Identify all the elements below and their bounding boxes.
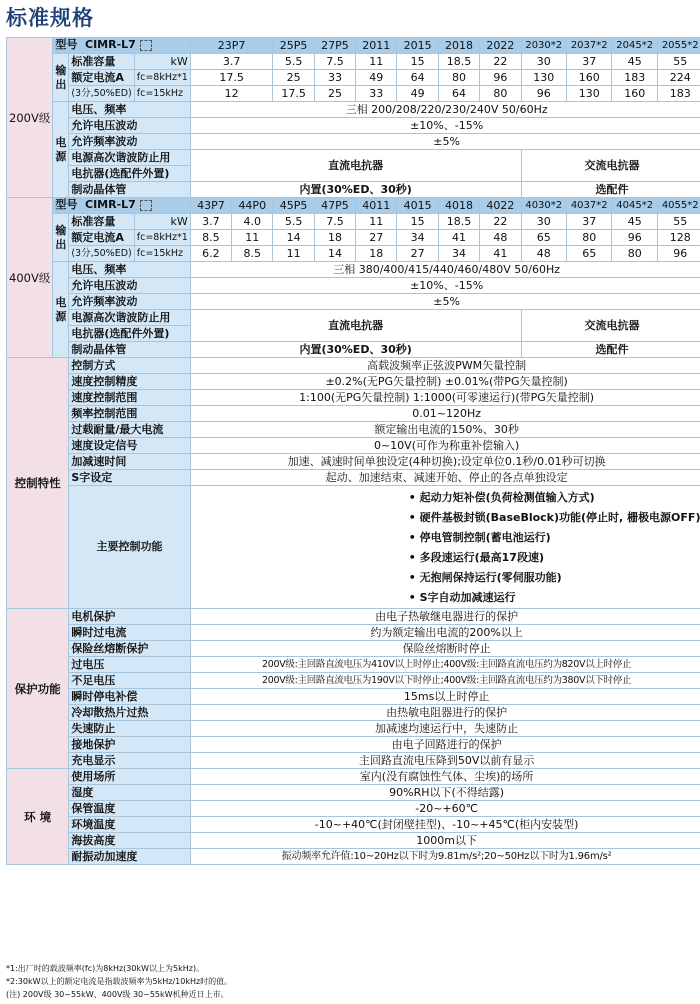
protection-label: 充电显示 — [69, 753, 190, 769]
main-function-item: • 起动力矩补偿(负荷检测值输入方式) — [408, 491, 595, 504]
footnote: *1:出厂时的载波频率(fc)为8kHz(30kW以上为5kHz)。 — [6, 964, 205, 973]
protection-label: 失速防止 — [69, 721, 190, 737]
footnotes — [6, 962, 232, 1001]
environment-label: 耐振动加速度 — [69, 849, 190, 865]
current-cell: 18 — [314, 230, 355, 246]
protection-value: 200V级:主回路直流电压为410V以上时停止;400V级:主回路直流电压约为820V以上时停止 — [190, 657, 700, 673]
model-cell: 4045*2 — [612, 198, 657, 214]
capacity-cell: 15 — [397, 54, 438, 70]
current-cell: 48 — [480, 230, 521, 246]
current-cell: 65 — [521, 230, 566, 246]
current-cell: 64 — [438, 86, 479, 102]
current-cell: 33 — [356, 86, 397, 102]
control-value: 0.01~120Hz — [190, 406, 700, 422]
fc8-label: fc=8kHz*1 — [134, 70, 190, 86]
environment-value: 90%RH以下(不得结露) — [190, 785, 700, 801]
volt-fluct-value: ±10%、-15% — [190, 278, 700, 294]
current-cell: 41 — [480, 246, 521, 262]
current-cell: 64 — [397, 70, 438, 86]
protection-label: 冷却散热片过热 — [69, 705, 190, 721]
protection-value: 约为额定输出电流的200%以上 — [190, 625, 700, 641]
capacity-cell: 37 — [566, 54, 611, 70]
capacity-cell: 55 — [657, 214, 700, 230]
capacity-cell: 30 — [521, 214, 566, 230]
control-value: 额定输出电流的150%、30秒 — [190, 422, 700, 438]
freq-fluct-value: ±5% — [190, 134, 700, 150]
volt-fluct-label: 允许电压波动 — [69, 278, 190, 294]
voltage-label: 电压、频率 — [69, 262, 190, 278]
capacity-cell: 22 — [480, 54, 521, 70]
braking-option: 选配件 — [521, 182, 700, 198]
current-cell: 17.5 — [273, 86, 314, 102]
fc15-label: fc=15kHz — [134, 86, 190, 102]
environment-value: -20~+60℃ — [190, 801, 700, 817]
protection-value: 200V级:主回路直流电压为190V以下时停止;400V级:主回路直流电压约为380V以下时停止 — [190, 673, 700, 689]
volt-fluct-label: 允许电压波动 — [69, 118, 190, 134]
current-cell: 41 — [438, 230, 479, 246]
current-cell: 34 — [397, 230, 438, 246]
current-cell: 130 — [566, 86, 611, 102]
current-cell: 160 — [612, 86, 657, 102]
current-cell: 80 — [612, 246, 657, 262]
unit-kw: kW — [134, 54, 190, 70]
current-cell: 96 — [657, 246, 700, 262]
current-cell: 27 — [397, 246, 438, 262]
capacity-label: 标准容量 — [69, 54, 134, 70]
current-cell: 80 — [438, 70, 479, 86]
environment-label: 海拔高度 — [69, 833, 190, 849]
power-label: 电源 — [53, 102, 69, 198]
capacity-cell: 5.5 — [273, 214, 314, 230]
group-400v: 400V级 — [7, 198, 53, 358]
harmonic-label-2: 电抗器(选配件外置) — [69, 326, 190, 342]
current-cell: 160 — [566, 70, 611, 86]
current-cell: 183 — [612, 70, 657, 86]
main-function-item: • 停电管制控制(蓄电池运行) — [408, 531, 551, 544]
model-cell: 2022 — [480, 38, 521, 54]
freq-fluct-label: 允许频率波动 — [69, 294, 190, 310]
group-environment: 环 境 — [7, 769, 69, 865]
control-label: 速度控制精度 — [69, 374, 190, 390]
current-cell: 130 — [521, 70, 566, 86]
environment-label: 湿度 — [69, 785, 190, 801]
model-cell: 2011 — [356, 38, 397, 54]
capacity-cell: 18.5 — [438, 214, 479, 230]
capacity-cell: 37 — [566, 214, 611, 230]
model-cell: 43P7 — [190, 198, 231, 214]
reactor-ac: 交流电抗器 — [521, 150, 700, 182]
main-function-item: • S字自动加减速运行 — [408, 591, 516, 604]
freq-fluct-label: 允许频率波动 — [69, 134, 190, 150]
protection-label: 不足电压 — [69, 673, 190, 689]
spec-table — [6, 37, 700, 865]
protection-label: 接地保护 — [69, 737, 190, 753]
environment-label: 使用场所 — [69, 769, 190, 785]
capacity-cell: 7.5 — [314, 214, 355, 230]
protection-label: 保险丝熔断保护 — [69, 641, 190, 657]
model-cell: 27P5 — [314, 38, 355, 54]
current-cell: 96 — [480, 70, 521, 86]
protection-value: 保险丝熔断时停止 — [190, 641, 700, 657]
control-value: ±0.2%(无PG矢量控制) ±0.01%(带PG矢量控制) — [190, 374, 700, 390]
current-cell: 80 — [480, 86, 521, 102]
current-cell: 12 — [190, 86, 273, 102]
fc15-label: fc=15kHz — [134, 246, 190, 262]
harmonic-label-1: 电源高次谐波防止用 — [69, 310, 190, 326]
model-cell: 4011 — [356, 198, 397, 214]
model-header-200: 型号 CIMR-L7 — [53, 38, 190, 54]
current-cell: 183 — [657, 86, 700, 102]
control-value: 起动、加速结束、减速开始、停止的各点单独设定 — [190, 470, 700, 486]
control-label: 频率控制范围 — [69, 406, 190, 422]
capacity-cell: 55 — [657, 54, 700, 70]
protection-label: 电机保护 — [69, 609, 190, 625]
model-cell: 2055*2 — [657, 38, 700, 54]
current-cell: 8.5 — [190, 230, 231, 246]
model-cell: 4015 — [397, 198, 438, 214]
current-cell: 128 — [657, 230, 700, 246]
harmonic-label-2: 电抗器(选配件外置) — [69, 166, 190, 182]
current-cell: 34 — [438, 246, 479, 262]
fc8-label: fc=8kHz*1 — [134, 230, 190, 246]
capacity-cell: 5.5 — [273, 54, 314, 70]
model-cell: 4018 — [438, 198, 479, 214]
model-cell: 4030*2 — [521, 198, 566, 214]
model-cell: 2037*2 — [566, 38, 611, 54]
current-cell: 49 — [397, 86, 438, 102]
capacity-cell: 30 — [521, 54, 566, 70]
capacity-cell: 45 — [612, 54, 657, 70]
footnote: *2:30kW以上的额定电流是指载波频率为5kHz/10kHz时的值。 — [6, 977, 233, 986]
capacity-label: 标准容量 — [69, 214, 134, 230]
environment-value: 振动频率允许值:10~20Hz以下时为9.81m/s²;20~50Hz以下时为1.96m/s² — [190, 849, 700, 865]
control-label: 过载耐量/最大电流 — [69, 422, 190, 438]
main-function-item: • 无抱闸保持运行(零伺服功能) — [408, 571, 562, 584]
control-label: 速度设定信号 — [69, 438, 190, 454]
unit-kw: kW — [134, 214, 190, 230]
main-function-item: • 硬件基极封锁(BaseBlock)功能(停止时, 栅极电源OFF) — [408, 511, 700, 524]
current-cell: 224 — [657, 70, 700, 86]
current-cell: 14 — [273, 230, 314, 246]
output-label: 输出 — [53, 54, 69, 102]
main-functions-list — [190, 486, 700, 609]
environment-value: -10~+40℃(封闭壁挂型)、-10~+45℃(柜内安装型) — [190, 817, 700, 833]
model-cell: 47P5 — [314, 198, 355, 214]
overload-note: (3分,50%ED) — [69, 246, 134, 262]
control-value: 加速、减速时间单独设定(4种切换);设定单位0.1秒/0.01秒可切换 — [190, 454, 700, 470]
main-function-item: • 多段速运行(最高17段速) — [408, 551, 544, 564]
group-protection: 保护功能 — [7, 609, 69, 769]
protection-value: 由电子热敏继电器进行的保护 — [190, 609, 700, 625]
control-label: 控制方式 — [69, 358, 190, 374]
protection-value: 加减速均速运行中，失速防止 — [190, 721, 700, 737]
current-cell: 25 — [314, 86, 355, 102]
voltage-value: 三相 200/208/220/230/240V 50/60Hz — [190, 102, 700, 118]
capacity-cell: 3.7 — [190, 214, 231, 230]
capacity-cell: 22 — [480, 214, 521, 230]
model-header-400: 型号 CIMR-L7 — [53, 198, 190, 214]
protection-value: 15ms以上时停止 — [190, 689, 700, 705]
capacity-cell: 18.5 — [438, 54, 479, 70]
current-cell: 80 — [566, 230, 611, 246]
environment-label: 保管温度 — [69, 801, 190, 817]
protection-value: 由热敏电阻器进行的保护 — [190, 705, 700, 721]
current-cell: 11 — [232, 230, 273, 246]
current-cell: 18 — [356, 246, 397, 262]
protection-label: 瞬时过电流 — [69, 625, 190, 641]
footnote: (注) 200V级 30~55kW、400V级 30~55kW机种近日上市。 — [6, 990, 229, 999]
capacity-cell: 7.5 — [314, 54, 355, 70]
model-cell: 2015 — [397, 38, 438, 54]
control-value: 1:100(无PG矢量控制) 1:1000(可零速运行)(带PG矢量控制) — [190, 390, 700, 406]
rated-current-label: 额定电流A — [69, 230, 134, 246]
group-control: 控制特性 — [7, 358, 69, 609]
model-cell: 25P5 — [273, 38, 314, 54]
model-cell: 44P0 — [232, 198, 273, 214]
control-label: 速度控制范围 — [69, 390, 190, 406]
current-cell: 8.5 — [232, 246, 273, 262]
capacity-cell: 15 — [397, 214, 438, 230]
reactor-dc: 直流电抗器 — [190, 150, 521, 182]
page-title: 标准规格 — [6, 6, 94, 30]
capacity-cell: 11 — [356, 214, 397, 230]
harmonic-label-1: 电源高次谐波防止用 — [69, 150, 190, 166]
current-cell: 6.2 — [190, 246, 231, 262]
protection-label: 过电压 — [69, 657, 190, 673]
control-value: 0~10V(可作为称重补偿输入) — [190, 438, 700, 454]
control-value: 高载波频率正弦波PWM矢量控制 — [190, 358, 700, 374]
model-cell: 2045*2 — [612, 38, 657, 54]
capacity-cell: 45 — [612, 214, 657, 230]
braking-label: 制动晶体管 — [69, 342, 190, 358]
model-cell: 2030*2 — [521, 38, 566, 54]
braking-label: 制动晶体管 — [69, 182, 190, 198]
capacity-cell: 3.7 — [190, 54, 273, 70]
model-cell: 45P5 — [273, 198, 314, 214]
braking-internal: 内置(30%ED、30秒) — [190, 342, 521, 358]
protection-value: 主回路直流电压降到50V以前有显示 — [190, 753, 700, 769]
model-cell: 23P7 — [190, 38, 273, 54]
current-cell: 48 — [521, 246, 566, 262]
current-cell: 17.5 — [190, 70, 273, 86]
current-cell: 33 — [314, 70, 355, 86]
capacity-cell: 4.0 — [232, 214, 273, 230]
power-label: 电源 — [53, 262, 69, 358]
volt-fluct-value: ±10%、-15% — [190, 118, 700, 134]
capacity-cell: 11 — [356, 54, 397, 70]
model-cell: 2018 — [438, 38, 479, 54]
group-200v: 200V级 — [7, 38, 53, 198]
freq-fluct-value: ±5% — [190, 294, 700, 310]
current-cell: 49 — [356, 70, 397, 86]
braking-internal: 内置(30%ED、30秒) — [190, 182, 521, 198]
environment-value: 1000m以下 — [190, 833, 700, 849]
environment-value: 室内(没有腐蚀性气体、尘埃)的场所 — [190, 769, 700, 785]
braking-option: 选配件 — [521, 342, 700, 358]
reactor-dc: 直流电抗器 — [190, 310, 521, 342]
current-cell: 25 — [273, 70, 314, 86]
protection-label: 瞬时停电补偿 — [69, 689, 190, 705]
current-cell: 65 — [566, 246, 611, 262]
rated-current-label: 额定电流A — [69, 70, 134, 86]
current-cell: 96 — [612, 230, 657, 246]
model-cell: 4037*2 — [566, 198, 611, 214]
model-cell: 4022 — [480, 198, 521, 214]
current-cell: 14 — [314, 246, 355, 262]
model-cell: 4055*2 — [657, 198, 700, 214]
overload-note: (3分,50%ED) — [69, 86, 134, 102]
voltage-value: 三相 380/400/415/440/460/480V 50/60Hz — [190, 262, 700, 278]
voltage-label: 电压、频率 — [69, 102, 190, 118]
current-cell: 27 — [356, 230, 397, 246]
current-cell: 96 — [521, 86, 566, 102]
control-label: 加减速时间 — [69, 454, 190, 470]
output-label: 输出 — [53, 214, 69, 262]
protection-value: 由电子回路进行的保护 — [190, 737, 700, 753]
control-label: S字设定 — [69, 470, 190, 486]
current-cell: 11 — [273, 246, 314, 262]
main-functions-label: 主要控制功能 — [69, 486, 190, 609]
reactor-ac: 交流电抗器 — [521, 310, 700, 342]
environment-label: 环境温度 — [69, 817, 190, 833]
